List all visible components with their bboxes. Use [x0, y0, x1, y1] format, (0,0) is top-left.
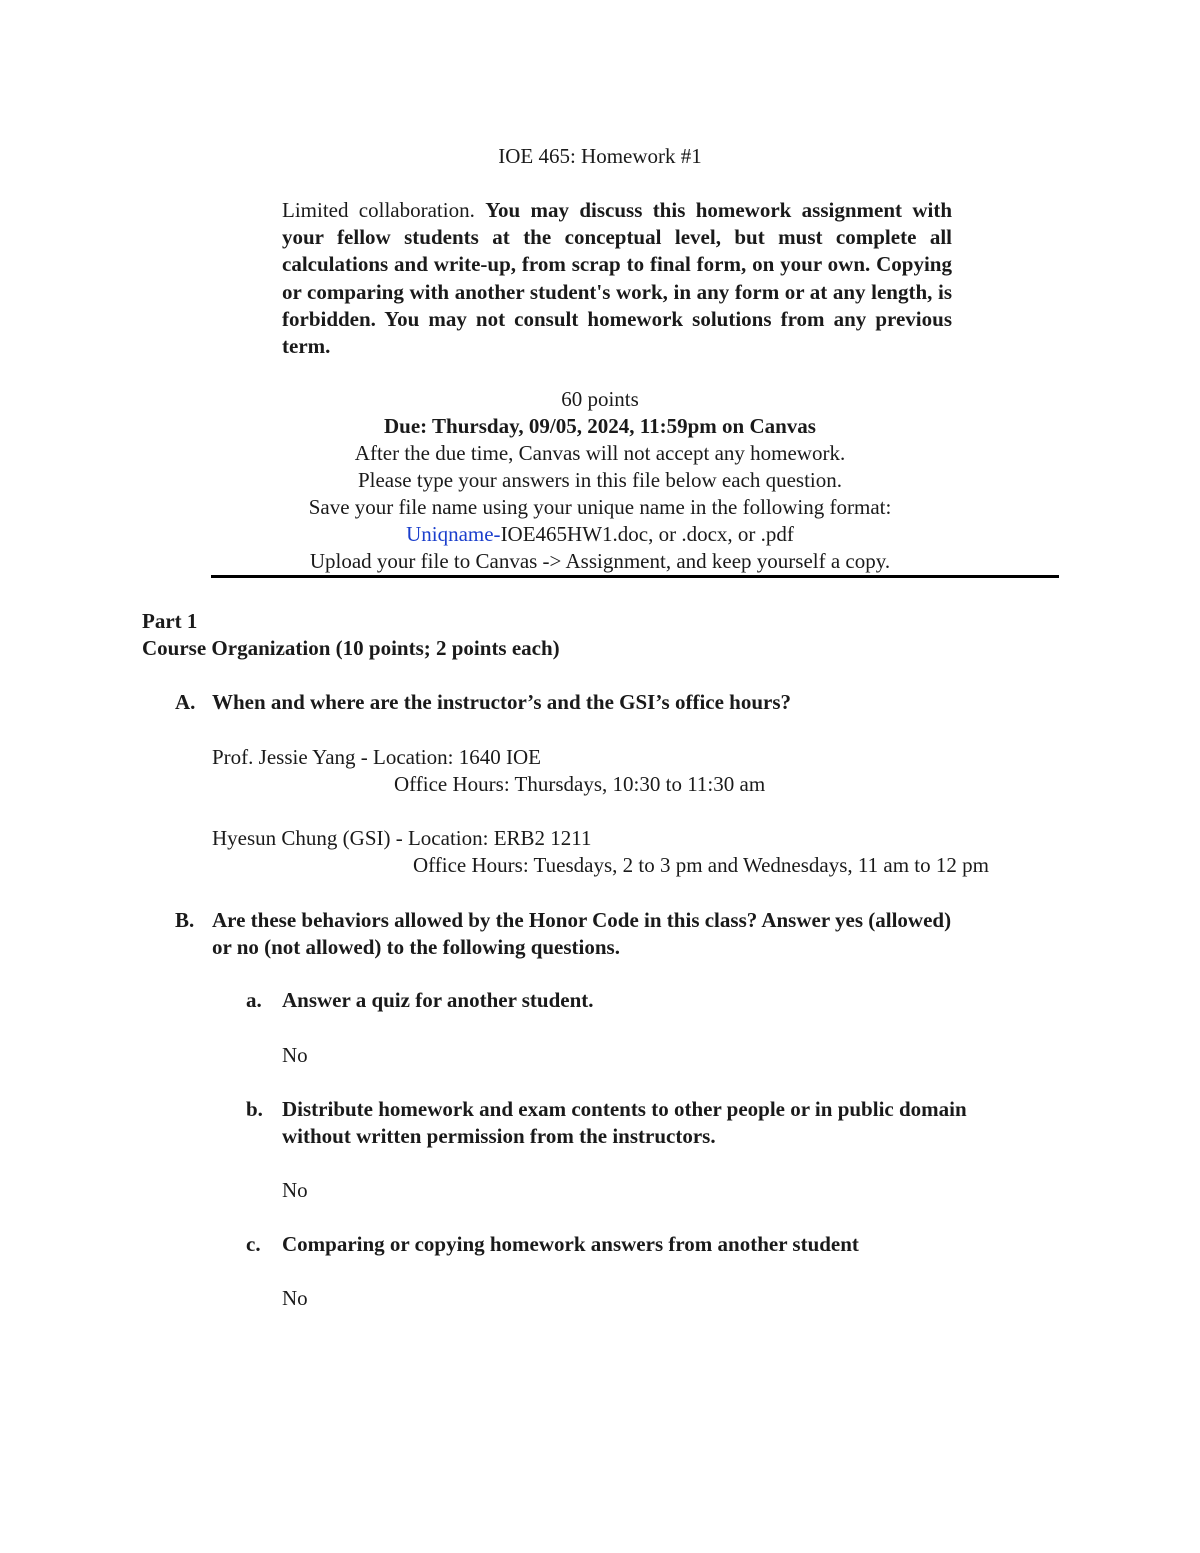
upload-note: Upload your file to Canvas -> Assignment, and keep yourself a copy. [309, 549, 891, 573]
item-b-question-line2: without written permission from the instructors. [282, 1124, 716, 1148]
instructor-office-hours: Office Hours: Thursdays, 10:30 to 11:30 am [394, 772, 766, 796]
part-title: Part 1 [142, 609, 198, 633]
document-title: IOE 465: Homework #1 [498, 144, 702, 168]
file-format-rest: IOE465HW1.doc, or .docx, or .pdf [500, 522, 794, 546]
late-note: After the due time, Canvas will not accept any homework. [354, 441, 846, 465]
item-b-question-line1: Distribute homework and exam contents to other people or in public domain [282, 1097, 967, 1121]
file-format-line [0, 521, 1200, 548]
instructor-location: Prof. Jessie Yang - Location: 1640 IOE [212, 745, 541, 769]
item-a-answer[interactable]: No [282, 1043, 308, 1067]
collaboration-policy [282, 197, 952, 360]
item-c-answer[interactable]: No [282, 1286, 308, 1310]
gsi-office-hours: Office Hours: Tuesdays, 2 to 3 pm and Wednesdays, 11 am to 12 pm [413, 853, 989, 877]
due-date: Due: Thursday, 09/05, 2024, 11:59pm on Canvas [384, 414, 816, 438]
policy-text: You may discuss this homework assignment with your fellow students at the conceptual level, but must complete all calculations and write-up, from scrap to final form, on your own. Copying or comparing with another student's work, in any form or at any length, is forbidden. You may not consult homework solutions from any previous term. [282, 198, 953, 359]
item-a-letter: a. [246, 988, 262, 1012]
item-a-question: Answer a quiz for another student. [282, 988, 594, 1012]
item-c-question: Comparing or copying homework answers from another student [282, 1232, 859, 1256]
item-b-answer[interactable]: No [282, 1178, 308, 1202]
question-a-text: When and where are the instructor’s and the GSI’s office hours? [212, 690, 792, 714]
item-b-letter: b. [246, 1097, 263, 1121]
gsi-location: Hyesun Chung (GSI) - Location: ERB2 1211 [212, 826, 592, 850]
question-a-letter: A. [175, 690, 196, 714]
header-divider [211, 575, 1059, 578]
question-b-text-line1: Are these behaviors allowed by the Honor Code in this class? Answer yes (allowed) [212, 908, 952, 932]
part-subtitle: Course Organization (10 points; 2 points each) [142, 636, 560, 660]
points-label: 60 points [561, 387, 639, 411]
type-answers-note: Please type your answers in this file below each question. [357, 468, 843, 492]
uniqname-link[interactable]: Uniqname- [406, 522, 501, 546]
policy-lead: Limited collaboration. [282, 198, 475, 222]
item-c-letter: c. [246, 1232, 261, 1256]
question-b-text-line2: or no (not allowed) to the following questions. [212, 935, 620, 959]
question-b-letter: B. [175, 908, 195, 932]
file-name-note: Save your file name using your unique name in the following format: [308, 495, 892, 519]
